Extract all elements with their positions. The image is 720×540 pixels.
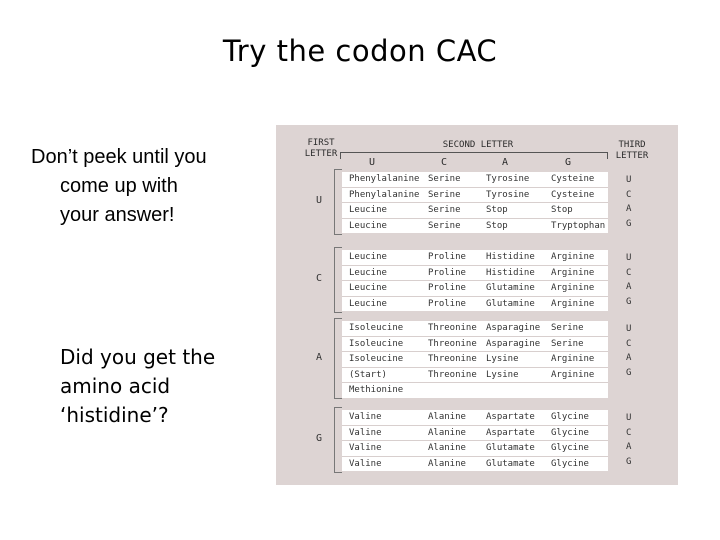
codon-block	[342, 250, 608, 311]
amino-acid-cell: Valine	[349, 458, 382, 469]
second-letter-u: U	[368, 157, 376, 168]
amino-acid-cell: Tyrosine	[486, 189, 530, 200]
peek-note	[24, 143, 264, 230]
third-letter-label: A	[626, 204, 632, 215]
third-letter-label: A	[626, 353, 632, 364]
amino-acid-cell: Proline	[428, 252, 466, 262]
third-letter-column	[626, 411, 631, 469]
third-letter-label: U	[626, 324, 632, 334]
amino-acid-cell: Asparagine	[486, 338, 541, 349]
amino-acid-cell: Leucine	[349, 252, 387, 262]
second-letter-a: A	[501, 157, 509, 168]
amino-acid-cell: Alanine	[428, 412, 466, 422]
first-letter-label: G	[316, 433, 323, 445]
amino-acid-cell: Leucine	[349, 298, 387, 309]
codon-row	[342, 321, 608, 337]
amino-acid-cell: Aspartate	[486, 412, 535, 422]
codon-row	[342, 188, 608, 204]
amino-acid-cell: Threonine	[428, 338, 477, 349]
amino-acid-cell: Proline	[428, 283, 466, 294]
second-letter-header: SECOND LETTER	[442, 140, 514, 150]
amino-acid-cell: Phenylalanine	[349, 189, 420, 200]
third-letter-header-line: THIRD	[618, 140, 646, 150]
amino-acid-cell: Serine	[551, 323, 584, 333]
amino-acid-cell: Glutamine	[486, 298, 535, 309]
amino-acid-cell: Threonine	[428, 323, 477, 333]
third-letter-label: U	[626, 253, 632, 263]
third-letter-label: U	[626, 413, 632, 423]
amino-acid-cell: Arginine	[551, 283, 595, 294]
amino-acid-cell: Lysine	[486, 369, 519, 380]
amino-acid-cell: Aspartate	[486, 427, 535, 438]
codon-row	[342, 250, 608, 266]
answer-note	[60, 343, 260, 430]
amino-acid-cell: Threonine	[428, 354, 477, 365]
amino-acid-cell: Valine	[349, 427, 382, 438]
answer-note-line: ‘histidine’?	[60, 403, 169, 427]
third-letter-column	[626, 322, 631, 380]
third-letter-label: C	[626, 427, 632, 438]
slide-title: Try the codon CAC	[222, 34, 498, 68]
amino-acid-cell: Glycine	[551, 412, 589, 422]
amino-acid-cell: Leucine	[349, 220, 387, 231]
third-letter-column	[626, 173, 631, 231]
block-bracket	[334, 247, 342, 313]
amino-acid-cell: Alanine	[428, 458, 466, 469]
second-letter-c: C	[440, 157, 448, 168]
amino-acid-cell: Methionine	[349, 385, 404, 396]
amino-acid-cell: Serine	[551, 338, 584, 349]
block-bracket	[334, 169, 342, 235]
third-letter-label: G	[626, 456, 632, 467]
amino-acid-cell: Arginine	[551, 369, 595, 380]
first-letter-label: C	[316, 273, 323, 285]
amino-acid-cell: Isoleucine	[349, 323, 404, 333]
third-letter-label: A	[626, 282, 632, 293]
answer-note-line: amino acid	[60, 374, 171, 398]
amino-acid-cell: Glycine	[551, 427, 589, 438]
amino-acid-cell: Phenylalanine	[349, 174, 420, 184]
amino-acid-cell: Isoleucine	[349, 354, 404, 365]
first-letter-label: A	[316, 351, 323, 363]
third-letter-label: U	[626, 175, 632, 185]
codon-row	[342, 266, 608, 282]
codon-row	[342, 368, 608, 384]
amino-acid-cell: Threonine	[428, 369, 477, 380]
amino-acid-cell: Serine	[428, 205, 461, 216]
third-letter-label: G	[626, 367, 632, 378]
third-letter-label: A	[626, 442, 632, 453]
amino-acid-cell: Cysteine	[551, 189, 595, 200]
amino-acid-cell: Isoleucine	[349, 338, 404, 349]
amino-acid-cell: Arginine	[551, 252, 595, 262]
codon-row	[342, 281, 608, 297]
block-bracket	[334, 407, 342, 473]
codon-row	[342, 203, 608, 219]
third-letter-header-line: LETTER	[615, 151, 649, 161]
third-letter-label: C	[626, 267, 632, 278]
first-letter-header-line: FIRST	[307, 138, 335, 148]
block-bracket	[334, 318, 342, 399]
amino-acid-cell: Tryptophan	[551, 220, 606, 231]
amino-acid-cell: Stop	[486, 220, 508, 231]
third-letter-header	[610, 140, 654, 162]
first-letter-header	[298, 138, 344, 160]
amino-acid-cell: Stop	[486, 205, 508, 216]
codon-row	[342, 457, 608, 472]
second-letter-g: G	[564, 157, 572, 168]
amino-acid-cell: Glycine	[551, 458, 589, 469]
third-letter-column	[626, 251, 631, 309]
amino-acid-cell: Serine	[428, 174, 461, 184]
third-letter-label: G	[626, 218, 632, 229]
answer-note-line: Did you get the	[60, 345, 216, 369]
amino-acid-cell: Valine	[349, 443, 382, 454]
peek-note-line: come up with	[60, 175, 178, 197]
second-letter-tick	[607, 152, 608, 159]
amino-acid-cell: Serine	[428, 220, 461, 231]
third-letter-label: C	[626, 189, 632, 200]
amino-acid-cell: Arginine	[551, 298, 595, 309]
amino-acid-cell: Proline	[428, 298, 466, 309]
amino-acid-cell: Stop	[551, 205, 573, 216]
amino-acid-cell: Arginine	[551, 267, 595, 278]
codon-block	[342, 172, 608, 233]
amino-acid-cell: Alanine	[428, 443, 466, 454]
amino-acid-cell: Lysine	[486, 354, 519, 365]
amino-acid-cell: Tyrosine	[486, 174, 530, 184]
amino-acid-cell: (Start)	[349, 369, 387, 380]
codon-row	[342, 441, 608, 457]
amino-acid-cell: Histidine	[486, 267, 535, 278]
amino-acid-cell: Cysteine	[551, 174, 595, 184]
codon-row	[342, 297, 608, 312]
codon-row	[342, 426, 608, 442]
amino-acid-cell: Arginine	[551, 354, 595, 365]
amino-acid-cell: Leucine	[349, 267, 387, 278]
third-letter-label: G	[626, 296, 632, 307]
codon-block	[342, 410, 608, 471]
codon-row	[342, 172, 608, 188]
third-letter-label: C	[626, 338, 632, 349]
amino-acid-cell: Glutamine	[486, 283, 535, 294]
amino-acid-cell: Leucine	[349, 283, 387, 294]
second-letter-rule	[340, 152, 607, 153]
amino-acid-cell: Alanine	[428, 427, 466, 438]
peek-note-line: your answer!	[60, 204, 175, 226]
second-letter-tick	[340, 152, 341, 159]
peek-note-line: Don’t peek until you	[31, 146, 207, 168]
amino-acid-cell: Glutamate	[486, 443, 535, 454]
amino-acid-cell: Valine	[349, 412, 382, 422]
codon-row	[342, 219, 608, 234]
first-letter-label: U	[316, 195, 323, 207]
codon-row	[342, 337, 608, 353]
codon-row	[342, 383, 608, 398]
first-letter-header-line: LETTER	[304, 149, 338, 159]
amino-acid-cell: Leucine	[349, 205, 387, 216]
amino-acid-cell: Glycine	[551, 443, 589, 454]
amino-acid-cell: Histidine	[486, 252, 535, 262]
codon-row	[342, 352, 608, 368]
codon-block	[342, 321, 608, 398]
amino-acid-cell: Proline	[428, 267, 466, 278]
amino-acid-cell: Asparagine	[486, 323, 541, 333]
codon-row	[342, 410, 608, 426]
amino-acid-cell: Serine	[428, 189, 461, 200]
amino-acid-cell: Glutamate	[486, 458, 535, 469]
